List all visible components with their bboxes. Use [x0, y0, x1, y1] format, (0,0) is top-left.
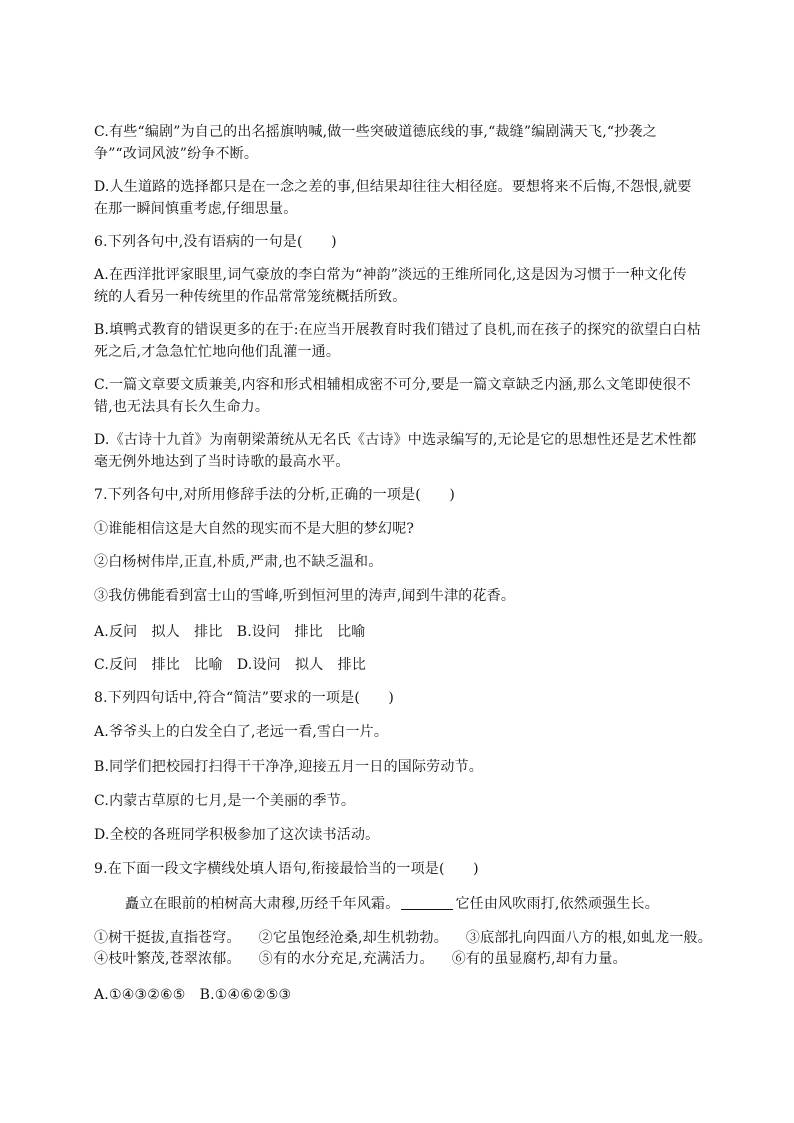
q6-option-b-line-2: 死之后,才急急忙忙地向他们乱灌一通。 — [94, 344, 341, 360]
option-c-text-line-1: C.有些“编剧”为自己的出名摇旗呐喊,做一些突破道德底线的事,“裁缝”编剧满天飞,“抄袭之 — [94, 124, 657, 140]
option-d-text-line-2: 在那一瞬间慎重考虑,仔细思量。 — [94, 201, 298, 217]
q9-options-row-2 — [94, 948, 714, 970]
q6-option-c-line-1: C.一篇文章要文质兼美,内容和形式相辅相成密不可分,要是一篇文章缺乏内涵,那么文笔即使很不 — [94, 377, 692, 393]
q8-option-b: B.同学们把校园打扫得干干净净,迎接五月一日的国际劳动节。 — [94, 759, 483, 775]
q9-option-1: ①树干挺拔,直指苍穹。 — [94, 930, 241, 946]
q9-option-3: ③底部扎向四面八方的根,如虬龙一般。 — [465, 930, 712, 946]
q6-option-a-line-2: 统的人看另一种传统里的作品常常笼统概括所致。 — [94, 289, 407, 305]
q9-passage — [125, 893, 745, 915]
q7-sentence-3: ③我仿佛能看到富士山的雪峰,听到恒河里的涛声,闻到牛津的花香。 — [94, 588, 516, 604]
q7-sentence-1: ①谁能相信这是大自然的现实而不是大胆的梦幻呢? — [94, 521, 415, 537]
q7-sentence-2: ②白杨树伟岸,正直,朴质,严肃,也不缺乏温和。 — [94, 554, 383, 570]
q6-option-d-line-2: 毫无例外地达到了当时诗歌的最高水平。 — [94, 454, 350, 470]
fill-in-blank — [401, 895, 453, 910]
q9-passage-before: 矗立在眼前的柏树高大肃穆,历经千年风霜。 — [125, 896, 400, 912]
q9-option-5: ⑤有的水分充足,充满活力。 — [258, 951, 434, 967]
q8-option-d: D.全校的各班同学积极参加了这次读书活动。 — [94, 827, 380, 843]
q6-option-a-line-1: A.在西洋批评家眼里,词气豪放的李白常为“神韵”淡远的王维所同化,这是因为习惯于一种文化传 — [94, 267, 687, 283]
q7-options-cd: C.反问 排比 比喻 D.设问 拟人 排比 — [94, 657, 367, 673]
q9-answer-options: A.①④③②⑥⑤ B.①④⑥②⑤③ — [94, 987, 292, 1003]
q6-option-d-line-1: D.《古诗十九首》为南朝梁萧统从无名氏《古诗》中选录编写的,无论是它的思想性还是艺术性都 — [94, 432, 697, 448]
q6-option-c-line-2: 错,也无法具有长久生命力。 — [94, 399, 270, 415]
q9-options-row-1 — [94, 927, 714, 949]
q9-option-6: ⑥有的虽显腐朽,却有力量。 — [451, 951, 627, 967]
question-8-stem: 8.下列四句话中,符合“简洁”要求的一项是( ) — [94, 690, 395, 706]
question-9-stem: 9.在下面一段文字横线处填人语句,衔接最恰当的一项是( ) — [94, 861, 479, 877]
q8-option-c: C.内蒙古草原的七月,是一个美丽的季节。 — [94, 793, 356, 809]
q9-passage-after: 它任由风吹雨打,依然顽强生长。 — [455, 896, 659, 912]
question-6-stem: 6.下列各句中,没有语病的一句是( ) — [94, 234, 337, 250]
q9-option-2: ②它虽饱经沧桑,却生机勃勃。 — [258, 930, 448, 946]
q9-option-4: ④枝叶繁茂,苍翠浓郁。 — [94, 951, 241, 967]
q7-options-ab: A.反问 拟人 排比 B.设问 排比 比喻 — [94, 624, 366, 640]
q6-option-b-line-1: B.填鸭式教育的错误更多的在于:在应当开展教育时我们错过了良机,而在孩子的探究的欲望白白枯 — [94, 322, 701, 338]
q8-option-a: A.爷爷头上的白发全白了,老远一看,雪白一片。 — [94, 724, 389, 740]
question-7-stem: 7.下列各句中,对所用修辞手法的分析,正确的一项是( ) — [94, 487, 455, 503]
option-c-text-line-2: 争”“改词风波”纷争不断。 — [94, 146, 259, 162]
option-d-text-line-1: D.人生道路的选择都只是在一念之差的事,但结果却往往大相径庭。要想将来不后悔,不怨恨,就要 — [94, 179, 692, 195]
